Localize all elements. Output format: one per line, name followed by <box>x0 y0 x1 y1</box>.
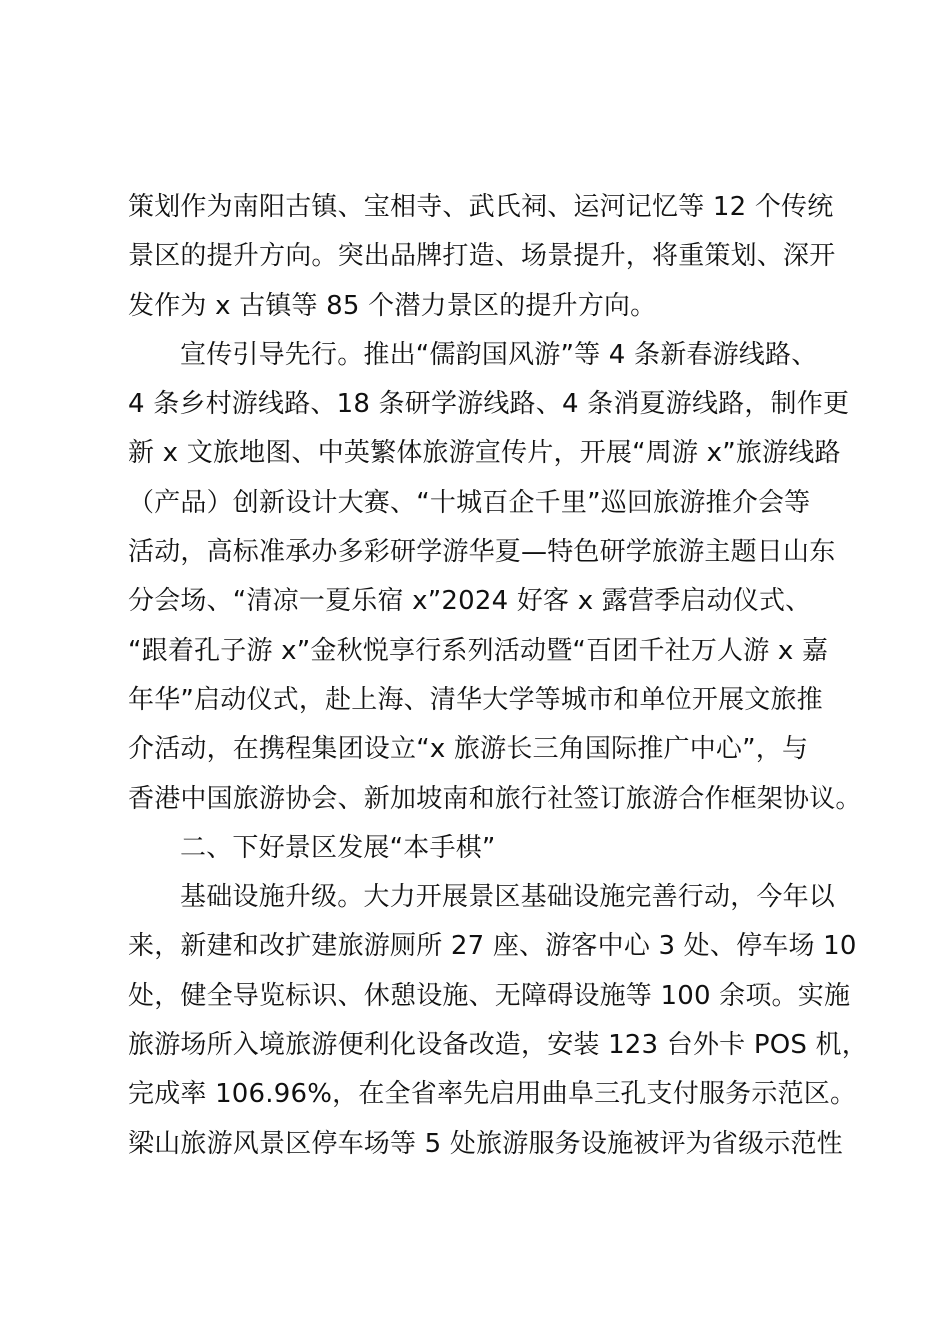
paragraph-start-line: 基础设施升级。大力开展景区基础设施完善行动，今年以 <box>180 882 836 913</box>
text-line: 完成率 106.96%，在全省率先启用曲阜三孔支付服务示范区。 <box>128 1079 857 1110</box>
text-line: 梁山旅游风景区停车场等 5 处旅游服务设施被评为省级示范性 <box>128 1128 843 1159</box>
paragraph-start-line: 宣传引导先行。推出“儒韵国风游”等 4 条新春游线路、 <box>180 339 818 370</box>
text-line: 4 条乡村游线路、18 条研学游线路、4 条消夏游线路，制作更 <box>128 389 850 420</box>
text-line: 旅游场所入境旅游便利化设备改造，安装 123 台外卡 POS 机， <box>128 1030 868 1061</box>
text-line: 处，健全导览标识、休憩设施、无障碍设施等 100 余项。实施 <box>128 980 851 1011</box>
text-line: 香港中国旅游协会、新加坡南和旅行社签订旅游合作框架协议。 <box>128 783 862 814</box>
text-line: 活动，高标准承办多彩研学游华夏—特色研学旅游主题日山东 <box>128 537 836 568</box>
text-line: 发作为 x 古镇等 85 个潜力景区的提升方向。 <box>128 290 657 321</box>
section-heading: 二、下好景区发展“本手棋” <box>180 832 496 863</box>
document-body <box>128 183 868 1169</box>
text-line: 新 x 文旅地图、中英繁体旅游宣传片，开展“周游 x”旅游线路 <box>128 438 841 469</box>
text-line: （产品）创新设计大赛、“十城百企千里”巡回旅游推介会等 <box>128 487 811 518</box>
text-line: 策划作为南阳古镇、宝相寺、武氏祠、运河记忆等 12 个传统 <box>128 192 834 222</box>
text-line: 来，新建和改扩建旅游厕所 27 座、游客中心 3 处、停车场 10 <box>128 931 857 962</box>
text-line: 年华”启动仪式，赴上海、清华大学等城市和单位开展文旅推 <box>128 684 823 715</box>
text-line: 分会场、“清凉一夏乐宿 x”2024 好客 x 露营季启动仪式、 <box>128 586 812 617</box>
text-line: 介活动，在携程集团设立“x 旅游长三角国际推广中心”，与 <box>128 734 809 765</box>
text-line: “跟着孔子游 x”金秋悦享行系列活动暨“百团千社万人游 x 嘉 <box>128 635 829 666</box>
text-line: 景区的提升方向。突出品牌打造、场景提升，将重策划、深开 <box>128 241 836 272</box>
